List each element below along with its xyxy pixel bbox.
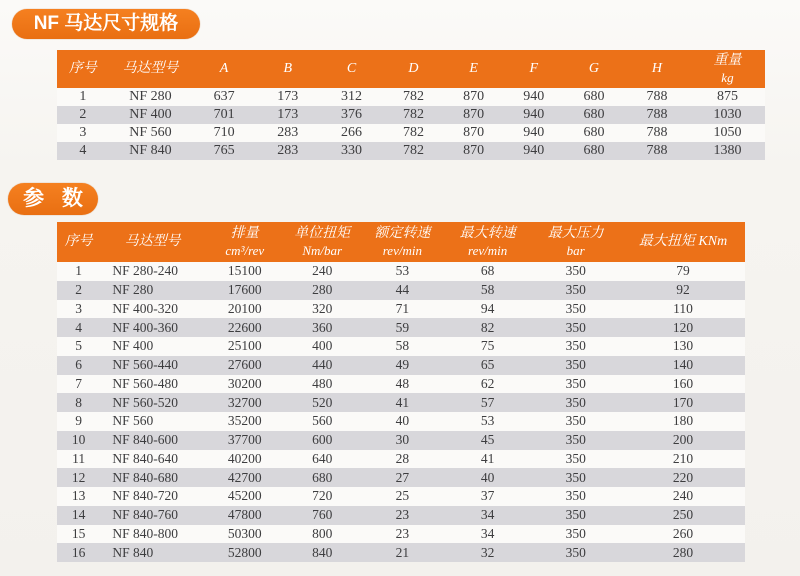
table-cell: 12 <box>71 469 86 485</box>
table-cell: 312 <box>341 89 362 104</box>
table-row <box>57 142 765 160</box>
table-cell: 21 <box>395 544 410 560</box>
table-cell: 250 <box>672 507 694 523</box>
column-header <box>320 50 384 88</box>
table-cell: 1030 <box>713 107 742 122</box>
table-cell: 68 <box>480 263 495 279</box>
column-header-unit: rev/min <box>468 242 508 258</box>
table-cell: 3 <box>79 125 87 140</box>
table-cell: 1 <box>79 89 87 104</box>
table-cell: 11 <box>72 450 86 466</box>
table-cell: 350 <box>565 525 586 541</box>
table-cell: 720 <box>312 488 333 504</box>
table-cell: 350 <box>565 394 586 410</box>
column-header-label: E <box>469 61 478 76</box>
table-cell: 330 <box>341 143 362 158</box>
table-row <box>57 506 745 525</box>
column-header-label: 序号 <box>68 61 97 76</box>
table-cell: 170 <box>672 394 694 410</box>
table-cell: 16 <box>71 544 86 560</box>
table-cell: 680 <box>583 107 605 122</box>
table-cell: NF 400 <box>112 338 154 354</box>
table-cell: 320 <box>312 300 333 316</box>
column-header <box>445 222 530 262</box>
table-cell: 940 <box>523 89 545 104</box>
table-cell: 350 <box>565 507 586 523</box>
column-header <box>256 50 320 88</box>
column-header <box>444 50 504 88</box>
column-header-unit: Nm/bar <box>302 242 343 258</box>
table-cell: 27 <box>395 469 410 485</box>
table-row <box>57 375 745 394</box>
table-cell: 280 <box>312 282 333 298</box>
table-cell: 42700 <box>227 469 262 485</box>
table-row <box>57 106 765 124</box>
table-cell: 53 <box>480 413 495 429</box>
table-cell: NF 560 <box>112 413 154 429</box>
column-header-label: D <box>408 61 419 76</box>
table-cell: 560 <box>312 413 333 429</box>
table-cell: 520 <box>312 394 333 410</box>
table-cell: 58 <box>480 282 495 298</box>
table-cell: 870 <box>463 125 485 140</box>
table-cell: 15100 <box>227 263 262 279</box>
column-header <box>690 50 765 88</box>
table-cell: 701 <box>213 107 235 122</box>
table-cell: 1050 <box>713 125 742 140</box>
table-cell: 4 <box>79 143 87 158</box>
column-header-label: 额定转速 <box>374 225 431 241</box>
table-cell: NF 840-720 <box>112 488 178 504</box>
table-cell: 5 <box>75 338 83 354</box>
table-cell: 140 <box>672 357 694 373</box>
table-cell: 350 <box>565 319 586 335</box>
table-cell: 40 <box>395 413 410 429</box>
table-cell: NF 560-440 <box>112 357 178 373</box>
dimensions-table <box>57 50 765 160</box>
table-row <box>57 281 745 300</box>
table-cell: 280 <box>672 544 694 560</box>
header-row <box>57 50 765 88</box>
table-cell: 870 <box>463 107 485 122</box>
table-cell: 350 <box>565 450 586 466</box>
table-cell: 680 <box>583 89 605 104</box>
table-cell: 870 <box>463 89 485 104</box>
table-cell: 350 <box>565 282 586 298</box>
column-header-label: 最大转速 <box>459 225 516 241</box>
table-cell: 17600 <box>227 282 262 298</box>
table-cell: NF 280-240 <box>112 263 178 279</box>
table-cell: 680 <box>312 469 333 485</box>
table-cell: 23 <box>395 525 410 541</box>
table-cell: 180 <box>672 413 694 429</box>
table-cell: 870 <box>463 143 485 158</box>
column-header-label: 最大压力 <box>547 225 604 241</box>
column-header <box>383 50 443 88</box>
table-cell: NF 840 <box>112 544 154 560</box>
table-cell: 49 <box>395 357 410 373</box>
column-header <box>530 222 621 262</box>
table-cell: 4 <box>75 319 83 335</box>
table-cell: 240 <box>672 488 694 504</box>
table-cell: 6 <box>75 357 83 373</box>
column-header <box>57 50 109 88</box>
table-cell: 32700 <box>227 394 262 410</box>
table-cell: 8 <box>75 394 83 410</box>
table-cell: 47800 <box>227 507 262 523</box>
table-cell: 82 <box>480 319 495 335</box>
column-header-label: 序号 <box>64 234 93 249</box>
column-header-label: F <box>529 61 539 76</box>
table-cell: 32 <box>480 544 495 560</box>
table-cell: 782 <box>402 107 424 122</box>
table-cell: 350 <box>565 432 586 448</box>
table-cell: 30200 <box>227 375 262 391</box>
column-header-label: C <box>346 61 357 76</box>
table-cell: NF 560-520 <box>112 394 178 410</box>
table-cell: 760 <box>312 507 333 523</box>
column-header <box>360 222 445 262</box>
column-header-label: G <box>588 61 600 76</box>
table-cell: 350 <box>565 469 586 485</box>
table-cell: 350 <box>565 300 586 316</box>
table-cell: 350 <box>565 544 586 560</box>
table-row <box>57 124 765 142</box>
table-cell: 13 <box>71 488 86 504</box>
table-cell: 200 <box>672 432 694 448</box>
table-cell: 283 <box>277 143 299 158</box>
table-cell: 782 <box>402 143 424 158</box>
table-cell: 120 <box>672 319 694 335</box>
table-cell: 34 <box>480 507 495 523</box>
table-cell: NF 400 <box>129 107 172 122</box>
column-header-label: 马达型号 <box>122 61 179 76</box>
table-cell: 840 <box>312 544 333 560</box>
table-row <box>57 450 745 469</box>
table-cell: 58 <box>395 338 410 354</box>
table-cell: 94 <box>480 300 495 316</box>
parameters-table <box>57 222 745 562</box>
column-header <box>57 222 100 262</box>
table-cell: 41 <box>480 450 495 466</box>
table-cell: 220 <box>672 469 694 485</box>
table-cell: 9 <box>75 413 83 429</box>
table-cell: 10 <box>71 432 86 448</box>
table-cell: 283 <box>277 125 299 140</box>
table-cell: 765 <box>213 143 235 158</box>
table-cell: 40 <box>480 469 495 485</box>
column-header-label: 重量 <box>713 52 742 68</box>
column-header <box>621 222 745 262</box>
table-cell: 782 <box>402 89 424 104</box>
table-cell: 350 <box>565 338 586 354</box>
table-cell: 25 <box>395 488 410 504</box>
table-row <box>57 412 745 431</box>
table-cell: 376 <box>341 107 362 122</box>
table-cell: 65 <box>480 357 495 373</box>
column-header-label: 最大扭矩 KNm <box>638 234 728 249</box>
column-header <box>100 222 205 262</box>
table-cell: 25100 <box>227 338 262 354</box>
table-row <box>57 468 745 487</box>
table-cell: 3 <box>75 300 83 316</box>
table-cell: 240 <box>312 263 333 279</box>
table-cell: 940 <box>523 125 545 140</box>
table-cell: 15 <box>71 525 86 541</box>
table-cell: 710 <box>213 125 235 140</box>
table-cell: NF 840-760 <box>112 507 178 523</box>
column-header-label: H <box>651 61 663 76</box>
parameters-section-tag: 参 数 <box>8 183 98 215</box>
table-cell: 350 <box>565 413 586 429</box>
table-cell: NF 560 <box>129 125 172 140</box>
table-cell: 2 <box>75 282 83 298</box>
table-cell: 53 <box>395 263 410 279</box>
dimensions-section-tag: NF 马达尺寸规格 <box>12 9 200 39</box>
table-cell: 92 <box>676 282 690 298</box>
table-cell: 637 <box>213 89 235 104</box>
table-cell: 130 <box>672 338 694 354</box>
table-row <box>57 262 745 281</box>
table-row <box>57 318 745 337</box>
table-cell: 75 <box>480 338 495 354</box>
column-header <box>624 50 690 88</box>
table-cell: 782 <box>402 125 424 140</box>
table-cell: NF 840-680 <box>112 469 178 485</box>
table-cell: 173 <box>277 107 299 122</box>
table-cell: 160 <box>672 375 694 391</box>
table-cell: 1380 <box>713 143 742 158</box>
header-row <box>57 222 745 262</box>
table-cell: 44 <box>395 282 410 298</box>
table-cell: 173 <box>277 89 299 104</box>
column-header-unit: rev/min <box>382 242 422 258</box>
column-header <box>285 222 360 262</box>
table-row <box>57 88 765 106</box>
table-cell: 52800 <box>227 544 262 560</box>
table-cell: 266 <box>341 125 362 140</box>
table-row <box>57 393 745 412</box>
table-cell: 260 <box>672 525 694 541</box>
column-header <box>109 50 193 88</box>
column-header-unit: kg <box>721 69 734 85</box>
table-row <box>57 543 745 562</box>
table-cell: 350 <box>565 375 586 391</box>
table-cell: NF 400-360 <box>112 319 178 335</box>
table-cell: 23 <box>395 507 410 523</box>
table-cell: 45 <box>480 432 495 448</box>
table-cell: 48 <box>395 375 410 391</box>
table-cell: 2 <box>79 107 87 122</box>
table-cell: 440 <box>312 357 333 373</box>
table-cell: 41 <box>395 394 410 410</box>
table-cell: 20100 <box>227 300 262 316</box>
table-cell: 30 <box>395 432 410 448</box>
table-cell: 71 <box>395 300 410 316</box>
table-cell: 210 <box>672 450 694 466</box>
table-cell: 788 <box>646 89 668 104</box>
column-header <box>192 50 256 88</box>
table-row <box>57 356 745 375</box>
table-cell: 400 <box>312 338 333 354</box>
table-cell: 7 <box>75 375 83 391</box>
table-cell: 28 <box>395 450 410 466</box>
table-cell: 350 <box>565 488 586 504</box>
table-cell: 59 <box>395 319 410 335</box>
table-row <box>57 337 745 356</box>
table-cell: 360 <box>312 319 333 335</box>
table-cell: 37700 <box>227 432 262 448</box>
table-cell: 57 <box>480 394 495 410</box>
column-header <box>564 50 624 88</box>
table-cell: 1 <box>75 263 83 279</box>
column-header <box>504 50 564 88</box>
column-header-label: 单位扭矩 <box>294 225 351 241</box>
column-header-label: 排量 <box>230 225 259 241</box>
table-cell: 640 <box>312 450 333 466</box>
table-cell: 34 <box>480 525 495 541</box>
table-cell: NF 280 <box>129 89 172 104</box>
table-row <box>57 525 745 544</box>
table-row <box>57 300 745 319</box>
table-cell: 62 <box>480 375 495 391</box>
column-header-unit: bar <box>566 242 585 258</box>
column-header-unit: cm³/rev <box>225 242 265 258</box>
table-cell: 50300 <box>227 525 262 541</box>
table-cell: NF 840-800 <box>112 525 178 541</box>
table-cell: 800 <box>312 525 333 541</box>
table-cell: NF 840-600 <box>112 432 178 448</box>
table-cell: NF 840-640 <box>112 450 178 466</box>
table-cell: 350 <box>565 357 586 373</box>
table-cell: 600 <box>312 432 333 448</box>
table-cell: NF 560-480 <box>112 375 178 391</box>
table-row <box>57 431 745 450</box>
table-cell: 680 <box>583 143 605 158</box>
table-cell: 940 <box>523 107 545 122</box>
table-cell: 37 <box>480 488 495 504</box>
table-cell: 35200 <box>227 413 262 429</box>
table-cell: 14 <box>71 507 86 523</box>
table-cell: 22600 <box>227 319 262 335</box>
table-cell: 45200 <box>227 488 262 504</box>
column-header-label: B <box>283 61 293 76</box>
table-cell: 875 <box>716 89 738 104</box>
table-cell: 480 <box>312 375 333 391</box>
table-row <box>57 487 745 506</box>
column-header-label: 马达型号 <box>124 234 181 249</box>
table-cell: 27600 <box>227 357 262 373</box>
table-cell: NF 400-320 <box>112 300 178 316</box>
table-cell: 79 <box>676 263 690 279</box>
column-header <box>205 222 285 262</box>
table-cell: NF 280 <box>112 282 154 298</box>
table-cell: 40200 <box>227 450 262 466</box>
table-cell: 940 <box>523 143 545 158</box>
table-cell: 110 <box>673 300 693 316</box>
table-cell: 680 <box>583 125 605 140</box>
table-cell: 788 <box>646 107 668 122</box>
table-cell: 350 <box>565 263 586 279</box>
column-header-label: A <box>219 61 229 76</box>
table-cell: 788 <box>646 143 668 158</box>
table-cell: 788 <box>646 125 668 140</box>
table-cell: NF 840 <box>129 143 172 158</box>
